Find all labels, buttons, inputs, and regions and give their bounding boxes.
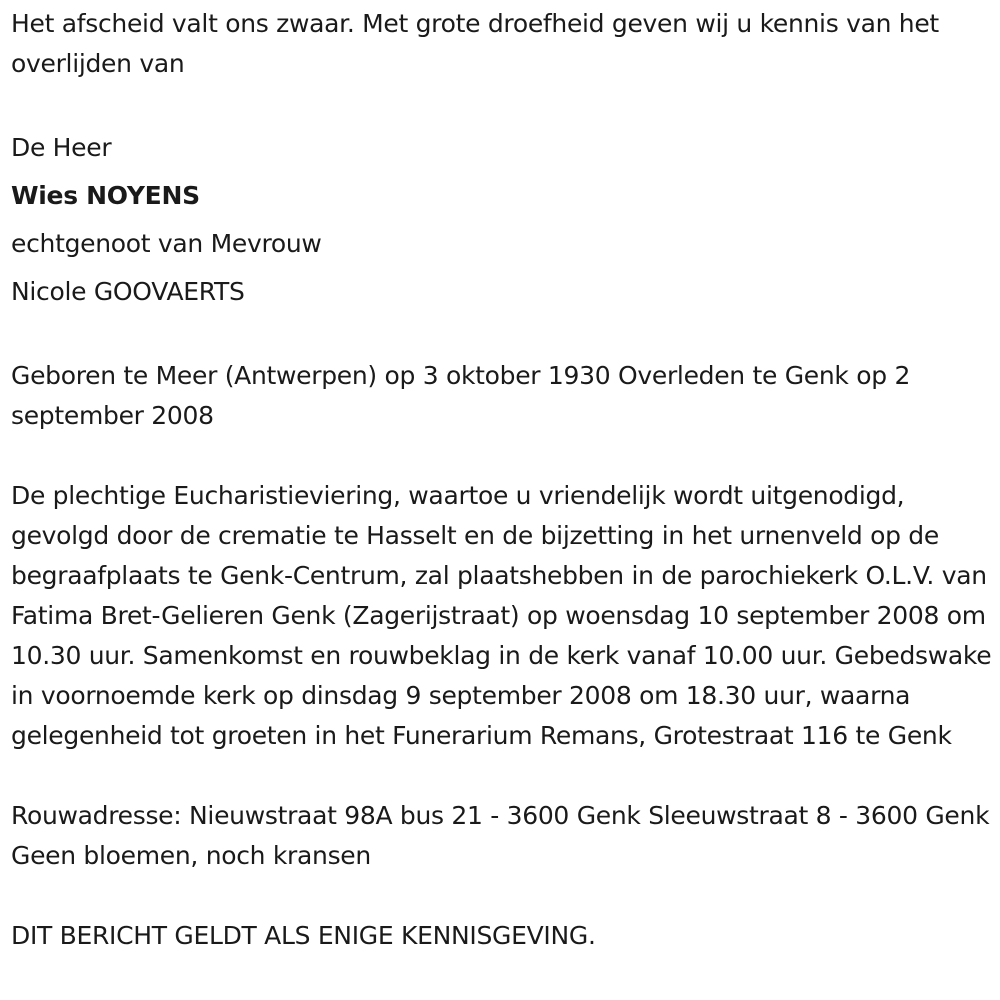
- spouse-line: echtgenoot van Mevrouw: [11, 229, 322, 258]
- spacer: [11, 876, 996, 916]
- spacer: [11, 756, 996, 796]
- honorific: De Heer: [11, 133, 112, 162]
- mourning-addresses: Rouwadresse: Nieuwstraat 98A bus 21 - 3600 Genk Sleeuwstraat 8 - 3600 Genk Geen bloemen, noch kransen: [11, 801, 990, 870]
- death-notice: [11, 4, 996, 956]
- spacer: [11, 436, 996, 476]
- closing-statement: DIT BERICHT GELDT ALS ENIGE KENNISGEVING.: [11, 921, 596, 950]
- spacer: [11, 316, 996, 356]
- birth-death-text: Geboren te Meer (Antwerpen) op 3 oktober 1930 Overleden te Genk op 2 september 2008: [11, 361, 911, 430]
- intro-text: Het afscheid valt ons zwaar. Met grote droefheid geven wij u kennis van het overlijden van: [11, 9, 939, 78]
- spouse-name: Nicole GOOVAERTS: [11, 277, 245, 306]
- ceremony-text: De plechtige Eucharistieviering, waartoe u vriendelijk wordt uitgenodigd, gevolgd door de crematie te Hasselt en de bijzetting in het urnenveld op de begraafplaats te Genk-Centrum, zal plaatshebben in de parochiekerk O.L.V. van Fatima Bret-Gelieren Genk (Zagerijstraat) op woensdag 10 september 2008 om 10.30 uur. Samenkomst en rouwbeklag in de kerk vanaf 10.00 uur. Gebedswake in voornoemde kerk op dinsdag 9 september 2008 om 18.30 uur, waarna gelegenheid tot groeten in het Funerarium Remans, Grotestraat 116 te Genk: [11, 481, 992, 750]
- deceased-name: Wies NOYENS: [11, 181, 200, 210]
- spacer: [11, 84, 996, 124]
